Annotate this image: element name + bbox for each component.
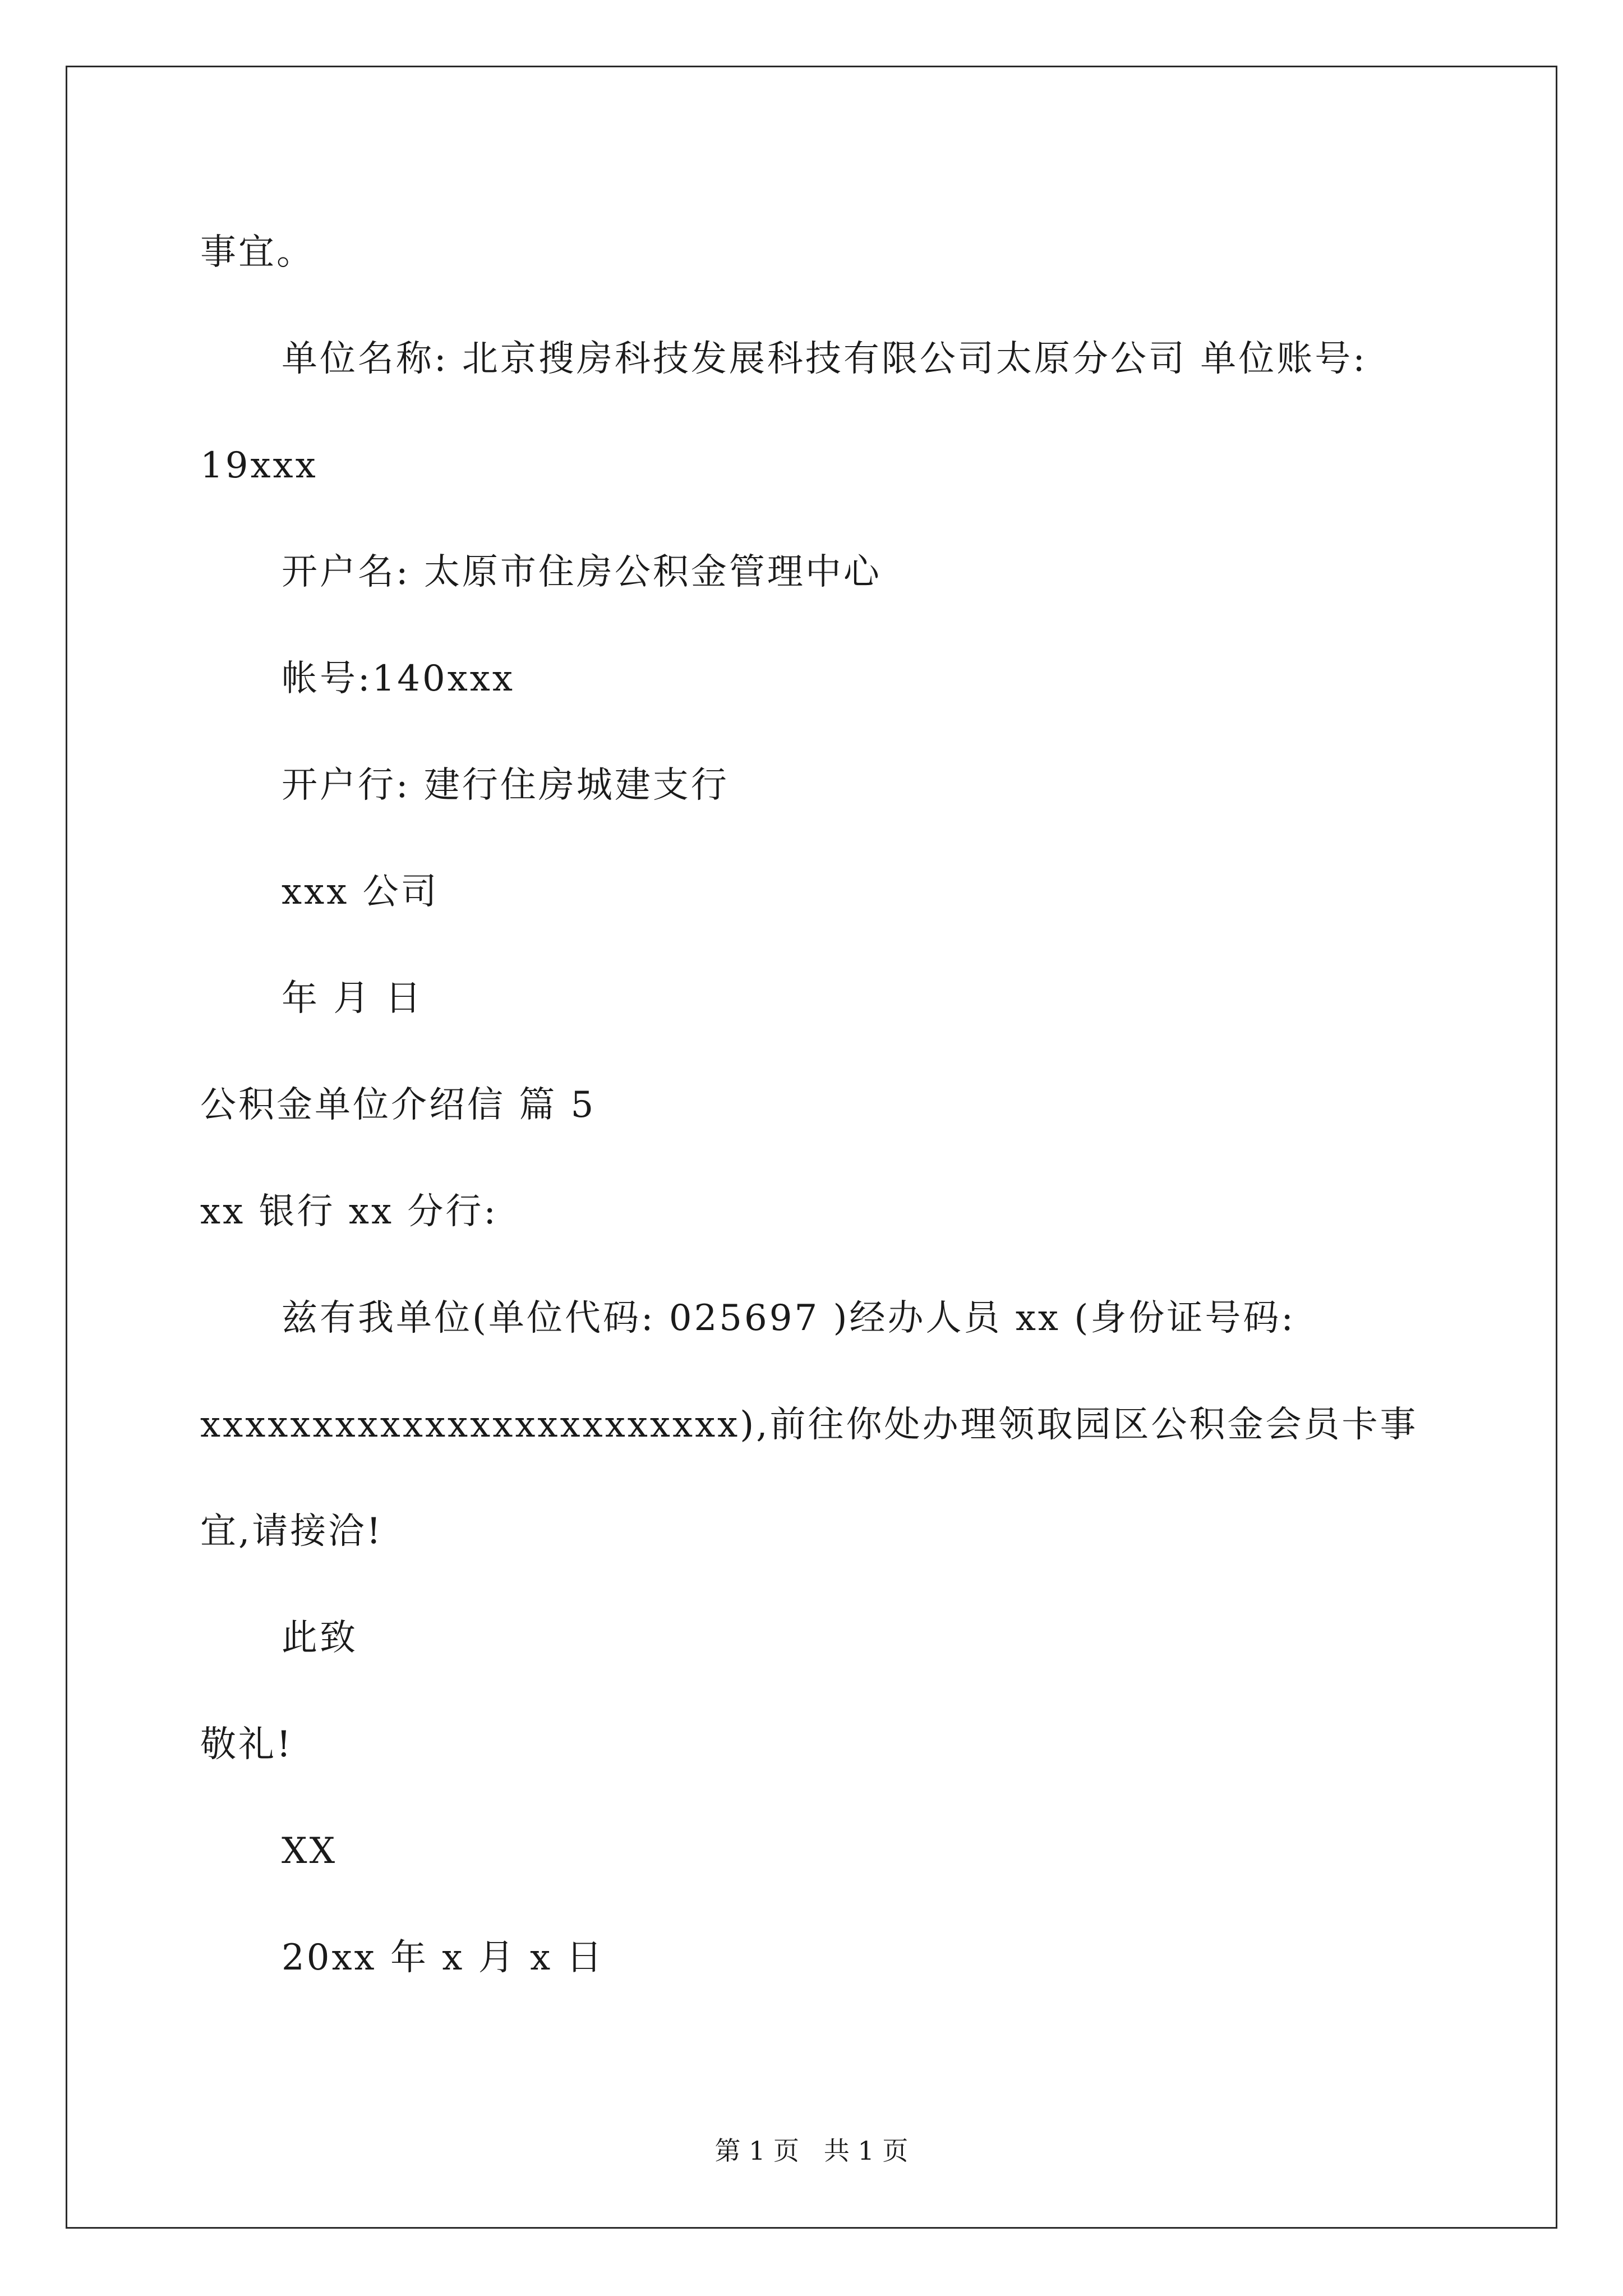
text-line-6: 开户行: 建行住房城建支行 (282, 765, 729, 806)
text-line-14: 此致 (282, 1617, 358, 1659)
text-line-11: 兹有我单位(单位代码: 025697 )经办人员 xx (身份证号码: (282, 1297, 1295, 1339)
text-line-7: xxx 公司 (282, 871, 439, 913)
text-line-15: 敬礼! (200, 1724, 293, 1765)
page-border (66, 66, 1557, 2229)
text-line-5: 帐号:140xxx (282, 658, 515, 700)
text-line-1: 事宜。 (200, 232, 315, 273)
text-line-12: xxxxxxxxxxxxxxxxxxxxxxxx),前往你处办理领取园区公积金会员卡事 (200, 1404, 1418, 1446)
text-line-3: 19xxx (200, 445, 318, 486)
page-footer: 第 1 页 共 1 页 (714, 2136, 909, 2166)
text-line-17: 20xx 年 x 月 x 日 (282, 1937, 605, 1978)
text-line-8: 年 月 日 (282, 978, 423, 1019)
text-line-16: XX (282, 1830, 338, 1872)
text-line-2: 单位名称: 北京搜房科技发展科技有限公司太原分公司 单位账号: (282, 338, 1367, 380)
text-line-13: 宜,请接洽! (200, 1511, 384, 1552)
text-line-10: xx 银行 xx 分行: (200, 1191, 498, 1232)
section-title: 公积金单位介绍信 篇 5 (200, 1084, 596, 1126)
text-line-4: 开户名: 太原市住房公积金管理中心 (282, 551, 882, 593)
